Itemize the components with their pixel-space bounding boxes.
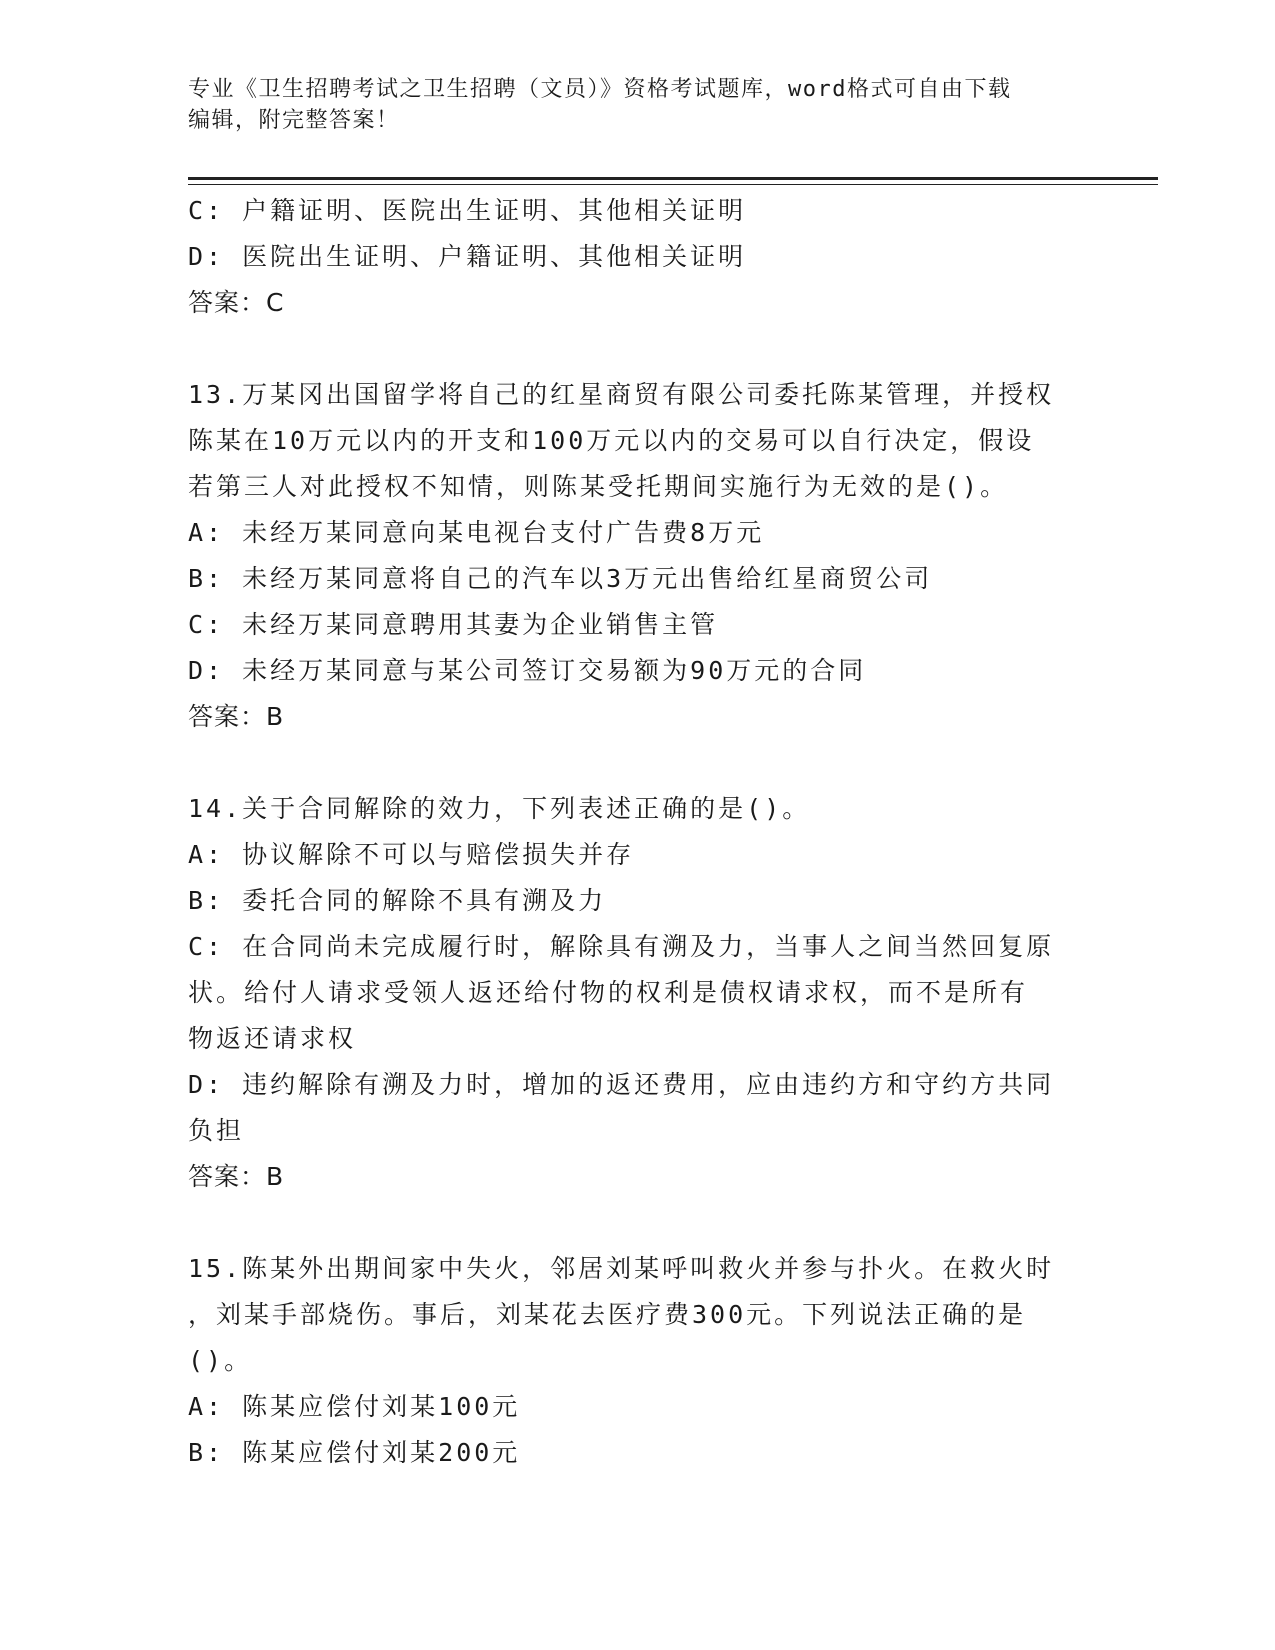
- option-c: C: 未经万某同意聘用其妻为企业销售主管: [188, 610, 719, 639]
- question-stem-line: 15.陈某外出期间家中失火，邻居刘某呼叫救火并参与扑火。在救火时: [188, 1254, 1055, 1283]
- header-line-1: 专业《卫生招聘考试之卫生招聘（文员）》资格考试题库，word格式可自由下载: [188, 77, 1012, 102]
- question-stem-line: 14.关于合同解除的效力，下列表述正确的是()。: [188, 794, 811, 823]
- header-divider-thick: [188, 177, 1158, 180]
- answer: 答案：B: [188, 1162, 285, 1191]
- option-c-line: C: 在合同尚未完成履行时，解除具有溯及力，当事人之间当然回复原: [188, 932, 1055, 961]
- answer: 答案：C: [188, 288, 285, 317]
- spacer: [188, 740, 1088, 786]
- option-a: A: 未经万某同意向某电视台支付广告费8万元: [188, 518, 765, 547]
- prev-question: [188, 188, 1088, 326]
- question-content: [188, 188, 1088, 1476]
- question-15: [188, 1246, 1088, 1476]
- option-a: A: 陈某应偿付刘某100元: [188, 1392, 521, 1421]
- option-b: B: 陈某应偿付刘某200元: [188, 1438, 521, 1467]
- option-c: C: 户籍证明、医院出生证明、其他相关证明: [188, 196, 747, 225]
- header-divider-thin: [188, 184, 1158, 185]
- question-stem-line: 陈某在10万元以内的开支和100万元以内的交易可以自行决定，假设: [188, 426, 1035, 455]
- question-stem-line: ()。: [188, 1346, 253, 1375]
- question-13: [188, 372, 1088, 740]
- document-header: [188, 74, 1068, 136]
- question-14: [188, 786, 1088, 1200]
- option-d-line: 负担: [188, 1116, 245, 1145]
- spacer: [188, 326, 1088, 372]
- spacer: [188, 1200, 1088, 1246]
- option-c-line: 状。给付人请求受领人返还给付物的权利是债权请求权，而不是所有: [188, 978, 1029, 1007]
- option-b: B: 未经万某同意将自己的汽车以3万元出售给红星商贸公司: [188, 564, 933, 593]
- question-stem-line: ，刘某手部烧伤。事后，刘某花去医疗费300元。下列说法正确的是: [188, 1300, 1027, 1329]
- option-d: D: 未经万某同意与某公司签订交易额为90万元的合同: [188, 656, 867, 685]
- answer: 答案：B: [188, 702, 285, 731]
- option-d-line: D: 违约解除有溯及力时，增加的返还费用，应由违约方和守约方共同: [188, 1070, 1055, 1099]
- option-b: B: 委托合同的解除不具有溯及力: [188, 886, 607, 915]
- question-stem-line: 13.万某冈出国留学将自己的红星商贸有限公司委托陈某管理，并授权: [188, 380, 1055, 409]
- option-a: A: 协议解除不可以与赔偿损失并存: [188, 840, 635, 869]
- option-d: D: 医院出生证明、户籍证明、其他相关证明: [188, 242, 747, 271]
- question-stem-line: 若第三人对此授权不知情，则陈某受托期间实施行为无效的是()。: [188, 472, 1009, 501]
- header-line-2: 编辑，附完整答案！: [188, 108, 400, 133]
- option-c-line: 物返还请求权: [188, 1024, 357, 1053]
